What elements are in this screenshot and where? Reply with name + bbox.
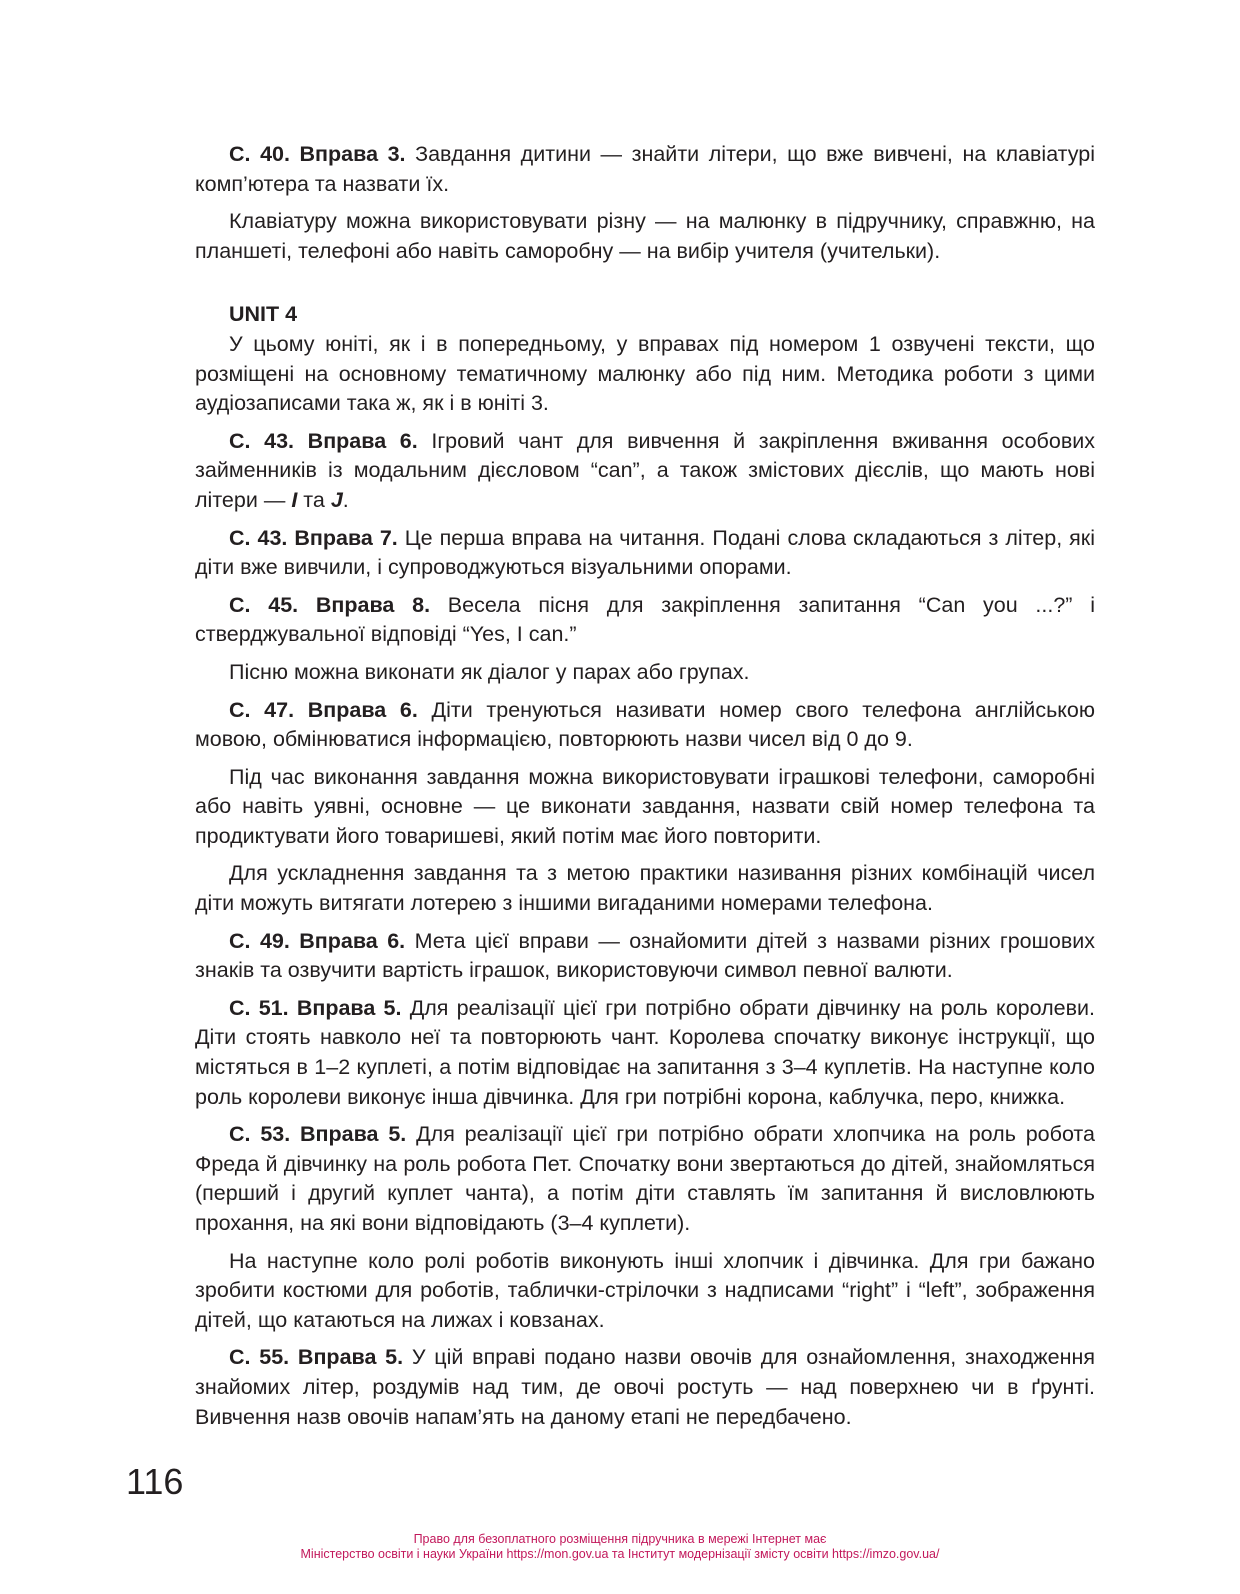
unit-heading: UNIT 4: [229, 302, 298, 327]
paragraph-text: У цій вправі подано назви овочів для ознайомлення, знаходження знайомих літер, роздумів над тим, де овочі ростуть — над поверхнею чи в ґрунті. Вивчення назв овочів напам’ять на даному етапі не передбачено.: [195, 1345, 1095, 1429]
license-footer: [0, 1532, 1240, 1562]
exercise-ref: С. 40. Вправа 3.: [229, 142, 406, 166]
exercise-ref: С. 53. Вправа 5.: [229, 1122, 407, 1147]
paragraph-text: Це перша вправа на читання. Подані слова складаються з літер, які діти вже вивчили, і супроводжуються візуальними опорами.: [195, 525, 1095, 580]
paragraph-ex-43-7: [195, 524, 1095, 583]
paragraph-unit-intro: У цьому юніті, як і в попередньому, у вправах під номером 1 озвучені тексти, що розміщені на основному тематичному малюнку або під ним. Методика роботи з цими аудіозаписами така ж, як і в юніті 3.: [195, 331, 1095, 416]
exercise-ref: С. 43. Вправа 6.: [229, 428, 418, 453]
paragraph-ex-45-8: [195, 591, 1095, 650]
page-number: 116: [126, 1461, 184, 1502]
paragraph-ex-43-6: [195, 427, 1095, 516]
letter-i: I: [291, 487, 298, 512]
paragraph-ex-47-6: [195, 696, 1095, 755]
letter-j: J: [330, 487, 343, 512]
exercise-ref: С. 45. Вправа 8.: [229, 592, 431, 617]
paragraph-text: Завдання дитини — знайти літери, що вже вивчені, на клавіатурі комп’ютера та назвати їх.: [195, 142, 1096, 196]
page-content: [195, 140, 1095, 1432]
paragraph-ex-51-5: [195, 994, 1095, 1112]
footer-line-1: Право для безоплатного розміщення підручника в мережі Інтернет має: [413, 1532, 827, 1546]
footer-line-2: Міністерство освіти і науки України https://mon.gov.ua та Інститут модернізації змісту освіти https://imzo.gov.ua/: [300, 1547, 940, 1561]
paragraph-ex-45-8-note: Пісню можна виконати як діалог у парах або групах.: [229, 659, 750, 684]
exercise-ref: С. 55. Вправа 5.: [229, 1345, 404, 1370]
paragraph-ex-47-6-note1: Під час виконання завдання можна використовувати іграшкові телефони, саморобні або навіть уявні, основне — це виконати завдання, назвати свій номер телефона та продиктувати його товаришеві, який потім має його повторити.: [195, 764, 1095, 848]
paragraph-ex-55-5: [195, 1343, 1095, 1432]
paragraph-ex-53-5-note: На наступне коло ролі роботів виконують інші хлопчик і дівчинка. Для гри бажано зробити костюми для роботів, таблички-стрілочки з надписами “right” і “left”, зображення дітей, що катаються на лижах і ковзанах.: [195, 1248, 1095, 1332]
paragraph-ex-40-3: [195, 140, 1095, 199]
paragraph-text: Для реалізації цієї гри потрібно обрати дівчинку на роль королеви. Діти стоять навколо неї та повторюють чант. Королева спочатку виконує інструкції, що містяться в 1–2 куплеті, а потім відповідає на запитання з 3–4 куплетів. На наступне коло роль королеви виконує інша дівчинка. Для гри потрібні корона, каблучка, перо, книжка.: [195, 995, 1096, 1109]
paragraph-text: .: [342, 487, 349, 512]
exercise-ref: С. 43. Вправа 7.: [229, 525, 398, 550]
paragraph-ex-47-6-note2: Для ускладнення завдання та з метою практики називання різних комбінацій чисел діти можуть витягати лотерею з іншими вигаданими номерами телефона.: [195, 861, 1095, 916]
exercise-ref: С. 49. Вправа 6.: [229, 928, 406, 953]
paragraph-keyboard-note: Клавіатуру можна використовувати різну — на малюнку в підручнику, справжню, на планшеті, телефоні або навіть саморобну — на вибір учителя (учительки).: [195, 209, 1095, 263]
paragraph-ex-49-6: [195, 927, 1095, 986]
exercise-ref: С. 51. Вправа 5.: [229, 995, 402, 1020]
paragraph-text: Весела пісня для закріплення запитання “Can you ...?” і стверджувальної відповіді “Yes, I can.”: [195, 592, 1095, 647]
paragraph-text: Мета цієї вправи — ознайомити дітей з назвами різних грошових знаків та озвучити вартість іграшок, використовуючи символ певної валюти.: [195, 928, 1096, 983]
paragraph-text: Діти тренуються називати номер свого телефона англійською мовою, обмінюватися інформацією, повторюють назви чисел від 0 до 9.: [195, 697, 1096, 752]
paragraph-text: Ігровий чант для вивчення й закріплення вживання особових займенників із модальним дієсловом “can”, а також змістових дієслів, що мають нові літери —: [195, 428, 1096, 512]
paragraph-text: та: [297, 487, 331, 512]
paragraph-ex-53-5: [195, 1120, 1095, 1238]
paragraph-text: Для реалізації цієї гри потрібно обрати хлопчика на роль робота Фреда й дівчинку на роль робота Пет. Спочатку вони звертаються до дітей, знайомляться (перший і другий куплет чанта), а потім діти ставлять їм запитання й висловлюють прохання, на які вони відповідають (3–4 куплети).: [195, 1122, 1095, 1235]
exercise-ref: С. 47. Вправа 6.: [229, 697, 418, 722]
